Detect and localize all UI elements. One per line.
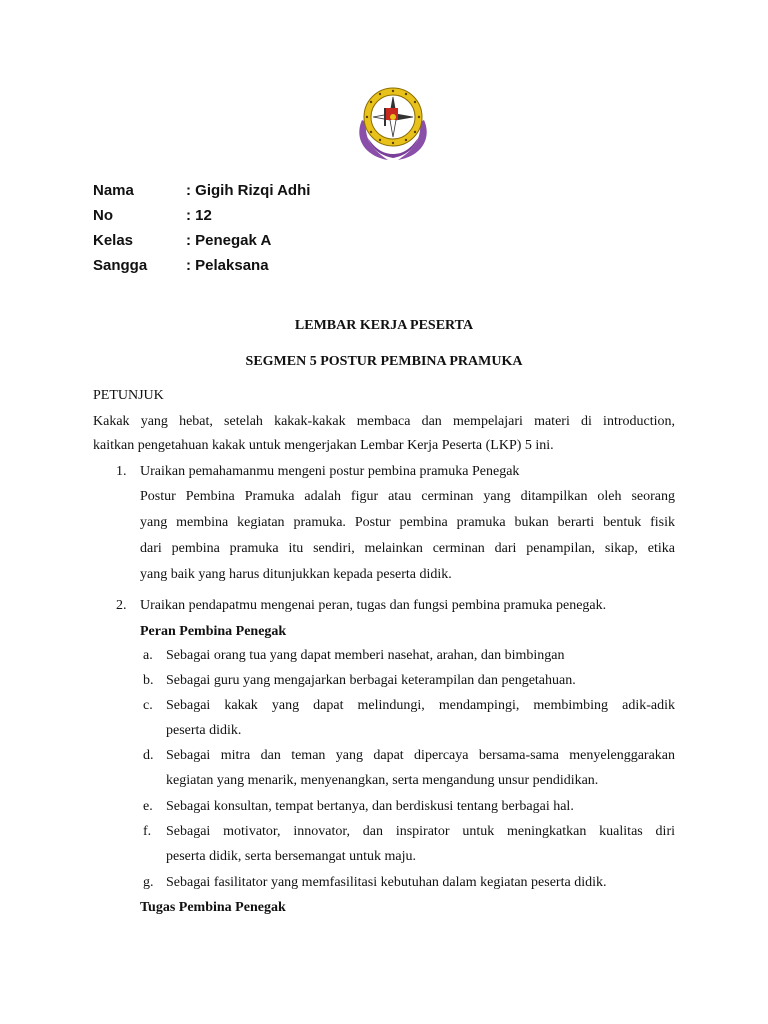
list-item xyxy=(166,822,675,867)
pramuka-emblem-logo xyxy=(354,80,432,162)
list-item-line: kegiatan yang menarik, menyenangkan, serta mengandung unsur pendidikan. xyxy=(166,773,599,788)
q1-question: Uraikan pemahamanmu mengeni postur pembina pramuka Penegak xyxy=(140,464,520,479)
q1-answer-line: yang baik yang harus ditunjukkan kepada peserta didik. xyxy=(140,567,452,582)
list-marker: g. xyxy=(143,875,154,890)
identity-value: : Pelaksana xyxy=(186,257,269,274)
identity-value: : Penegak A xyxy=(186,232,272,249)
identity-label: No xyxy=(93,207,113,224)
list-item-line: Sebagai mitra dan teman yang dapat dipercaya bersama-sama menyelenggarakan xyxy=(166,748,675,763)
list-item xyxy=(166,696,675,741)
list-item-line: Sebagai kakak yang dapat melindungi, mendampingi, membimbing adik-adik xyxy=(166,698,675,713)
list-item-line: peserta didik. xyxy=(166,723,242,738)
q1-answer xyxy=(140,487,675,585)
petunjuk-line: Kakak yang hebat, setelah kakak-kakak membaca dan mempelajari materi di introduction, xyxy=(93,414,675,429)
identity-value: : Gigih Rizqi Adhi xyxy=(186,182,311,199)
list-marker: b. xyxy=(143,673,154,688)
peran-heading: Peran Pembina Penegak xyxy=(140,624,287,639)
q1-number: 1. xyxy=(116,464,127,479)
list-item: Sebagai orang tua yang dapat memberi nasehat, arahan, dan bimbingan xyxy=(166,648,565,663)
q2-question: Uraikan pendapatmu mengenai peran, tugas dan fungsi pembina pramuka penegak. xyxy=(140,598,607,613)
list-item-line: Sebagai motivator, innovator, dan inspirator untuk meningkatkan kualitas diri xyxy=(166,824,675,839)
list-item: Sebagai fasilitator yang memfasilitasi kebutuhan dalam kegiatan peserta didik. xyxy=(166,875,607,890)
list-marker: e. xyxy=(143,799,153,814)
list-marker: a. xyxy=(143,648,153,663)
list-marker: f. xyxy=(143,824,152,839)
petunjuk-text xyxy=(93,412,675,456)
document-subtitle: SEGMEN 5 POSTUR PEMBINA PRAMUKA xyxy=(245,354,523,369)
q1-answer-line: Postur Pembina Pramuka adalah figur atau cerminan yang ditampilkan oleh seorang xyxy=(140,489,675,504)
identity-label: Kelas xyxy=(93,232,134,249)
list-marker: d. xyxy=(143,748,154,763)
petunjuk-heading: PETUNJUK xyxy=(93,388,164,403)
tugas-heading: Tugas Pembina Penegak xyxy=(140,900,286,915)
list-marker: c. xyxy=(143,698,153,713)
identity-label: Sangga xyxy=(93,257,148,274)
list-item-line: peserta didik, serta bersemangat untuk maju. xyxy=(166,849,416,864)
identity-label: Nama xyxy=(93,182,134,199)
list-item: Sebagai konsultan, tempat bertanya, dan berdiskusi tentang berbagai hal. xyxy=(166,799,574,814)
q2-number: 2. xyxy=(116,598,127,613)
q1-answer-line: yang membina kegiatan pramuka. Postur pembina pramuka bukan berarti bentuk fisik xyxy=(140,515,675,530)
identity-value: : 12 xyxy=(186,207,212,224)
document-title: LEMBAR KERJA PESERTA xyxy=(294,318,474,333)
list-item: Sebagai guru yang mengajarkan berbagai keterampilan dan pengetahuan. xyxy=(166,673,576,688)
list-item xyxy=(166,746,675,791)
q1-answer-line: dari pembina pramuka itu sendiri, melainkan cerminan dari penampilan, sikap, etika xyxy=(140,541,675,556)
petunjuk-line: kaitkan pengetahuan kakak untuk mengerjakan Lembar Kerja Peserta (LKP) 5 ini. xyxy=(93,438,554,453)
